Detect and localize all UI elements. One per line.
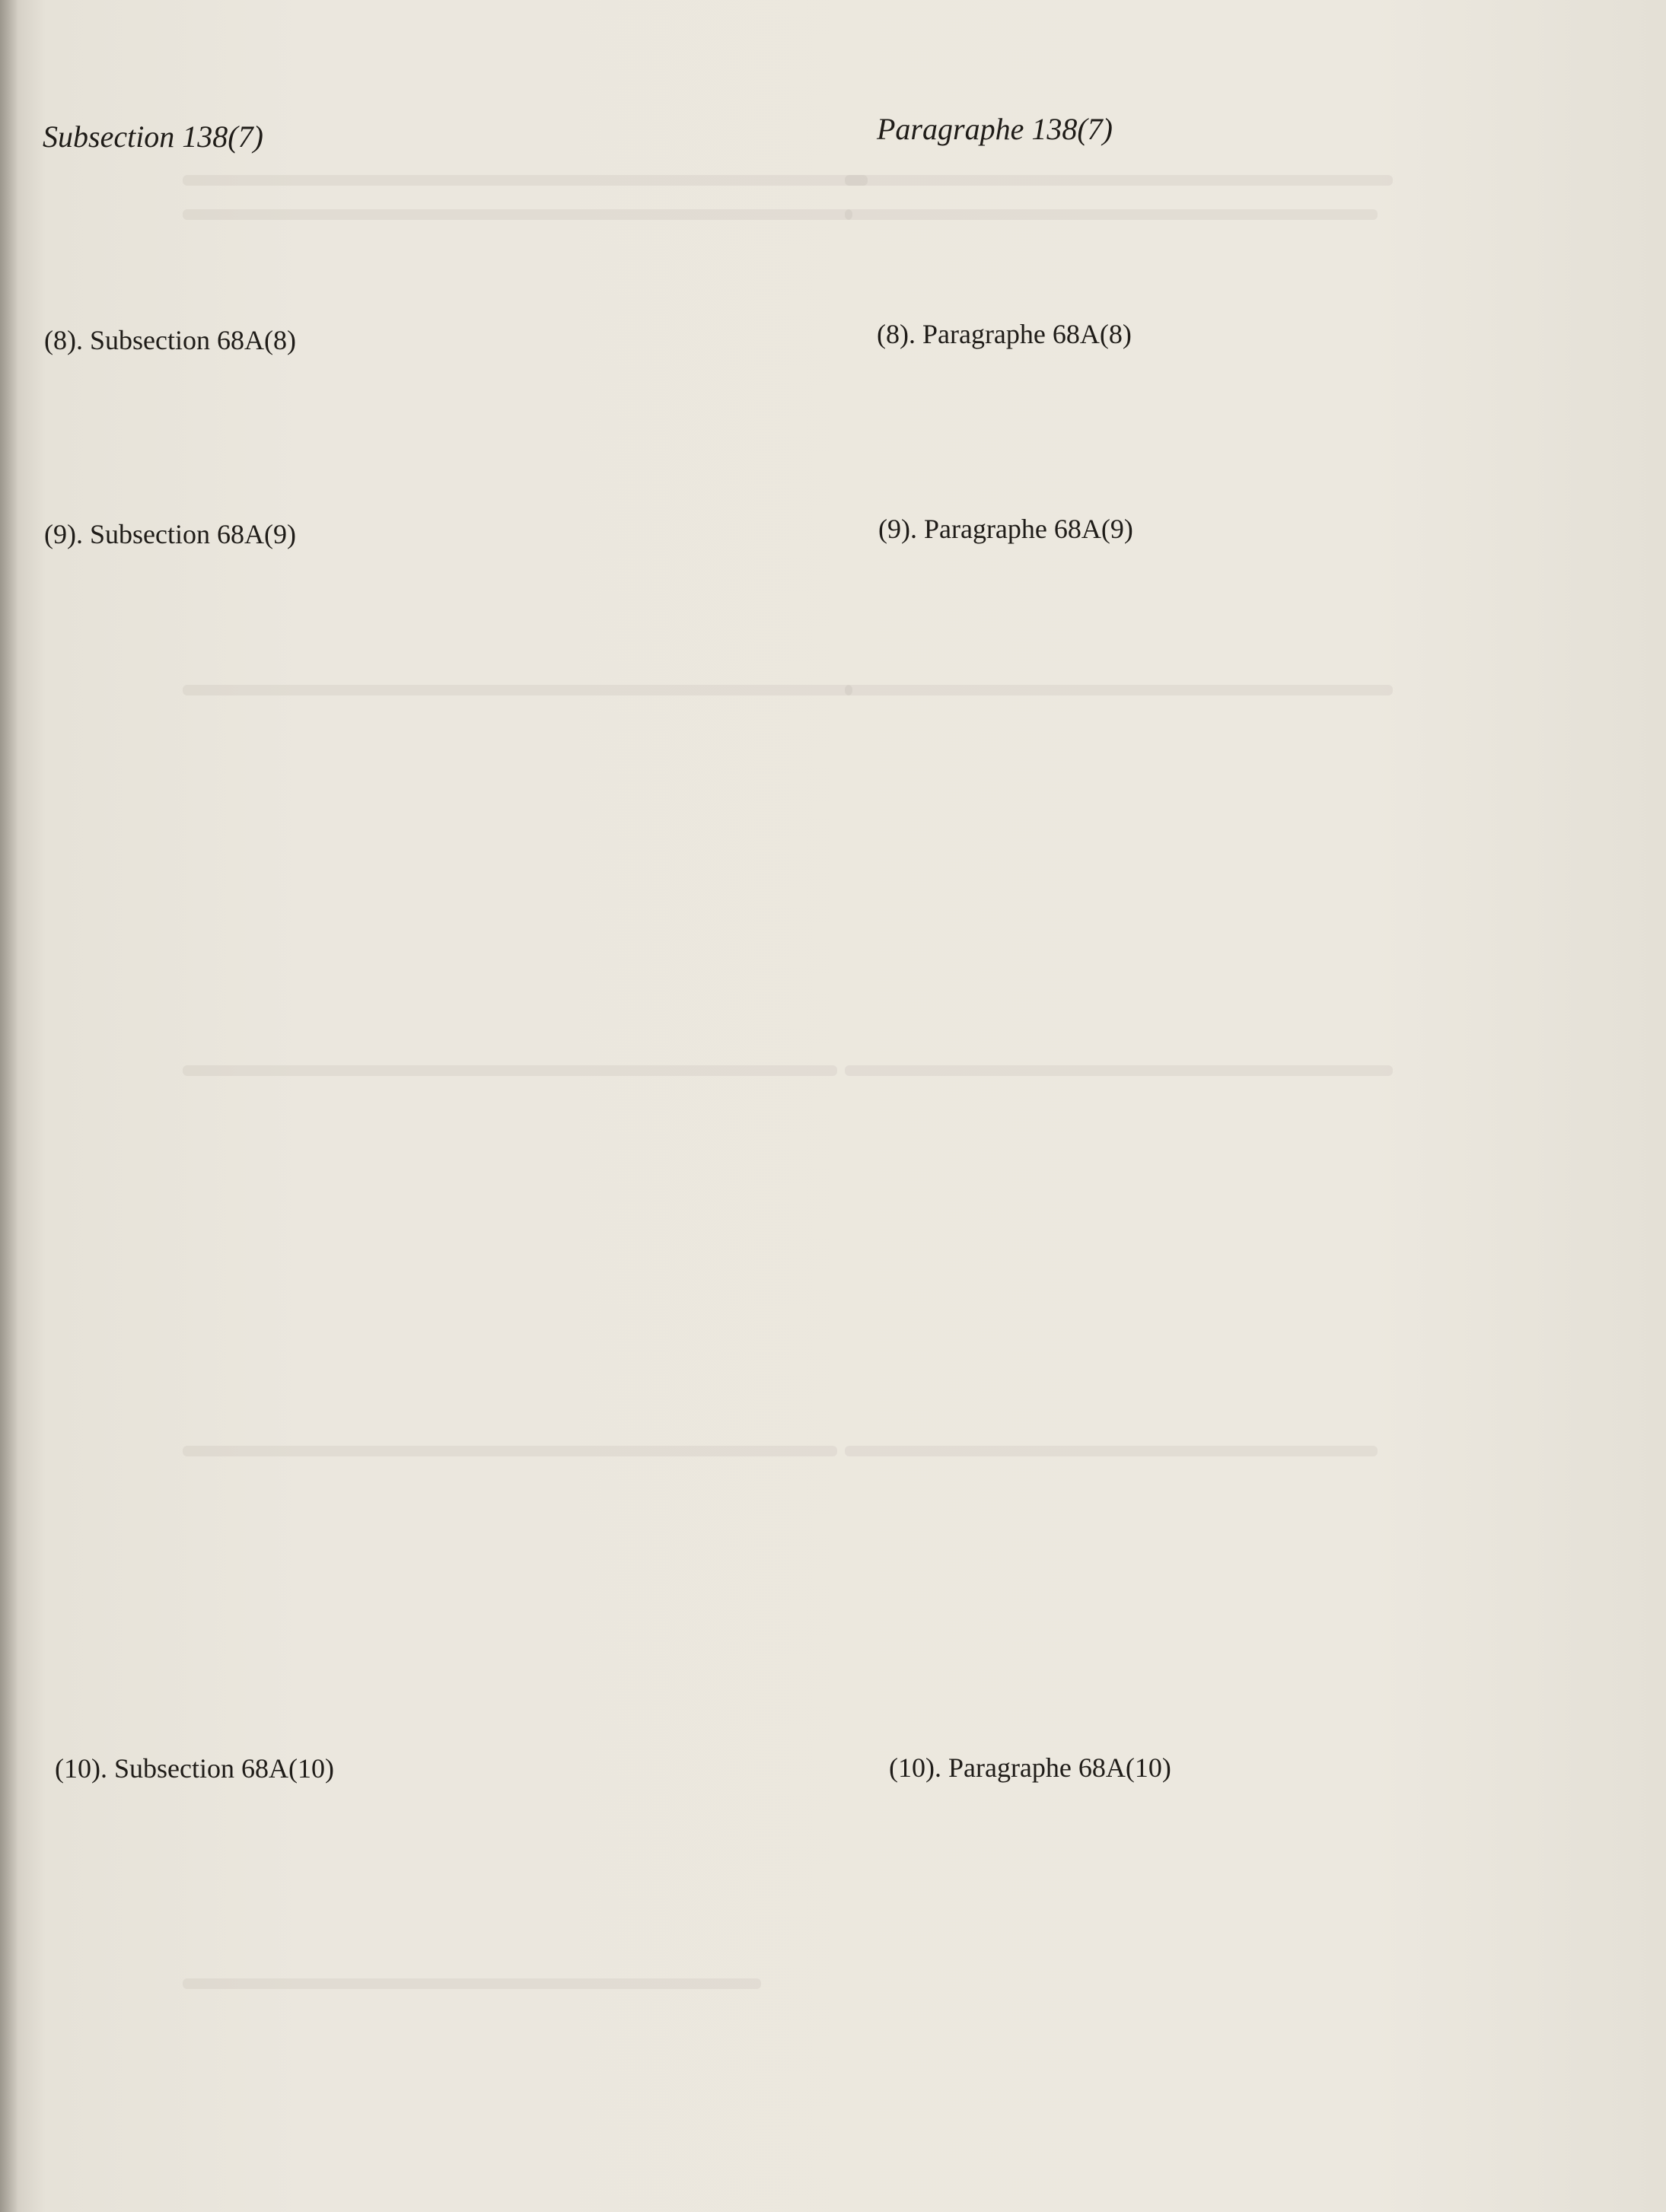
show-through-line [845, 685, 1393, 695]
left-entry-8: (8). Subsection 68A(8) [44, 325, 296, 355]
left-entry-10: (10). Subsection 68A(10) [55, 1753, 334, 1784]
right-entry-8: (8). Paragraphe 68A(8) [877, 319, 1132, 349]
show-through-line [183, 1978, 761, 1989]
left-entry-9: (9). Subsection 68A(9) [44, 519, 296, 549]
show-through-line [183, 685, 852, 695]
right-entry-10: (10). Paragraphe 68A(10) [889, 1752, 1171, 1783]
show-through-line [183, 1446, 837, 1456]
left-column-heading: Subsection 138(7) [43, 119, 263, 154]
right-column-heading: Paragraphe 138(7) [877, 112, 1113, 146]
show-through-line [183, 175, 868, 186]
show-through-line [845, 1446, 1378, 1456]
show-through-line [845, 175, 1393, 186]
page-binding-edge [0, 0, 17, 2212]
show-through-line [845, 1065, 1393, 1076]
show-through-line [183, 209, 852, 220]
right-entry-9: (9). Paragraphe 68A(9) [878, 514, 1133, 544]
show-through-line [845, 209, 1378, 220]
show-through-line [183, 1065, 837, 1076]
